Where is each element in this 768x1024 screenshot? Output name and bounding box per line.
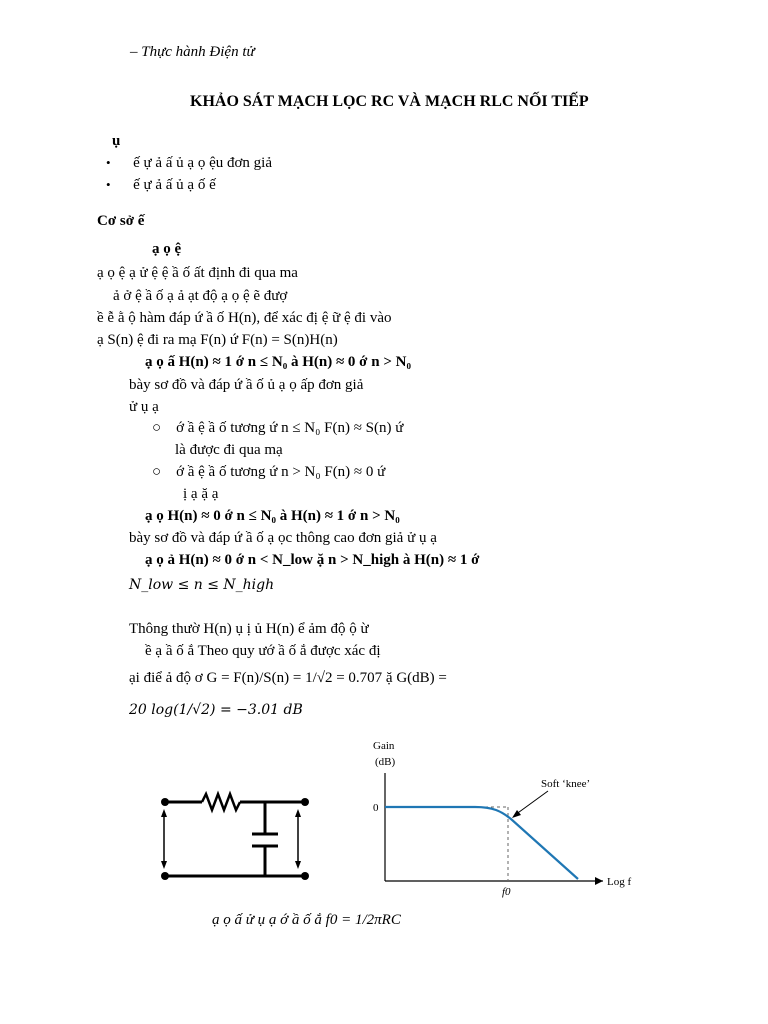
body-line-bandpass: ạ ọ ả H(n) ≈ 0 ớ n < N_low ặ n > N_high à H(n) ≈ 1 ớ bbox=[145, 552, 480, 568]
body-line: bày sơ đồ và đáp ứ ầ ố ủ ạ ọ ấp đơn giả bbox=[129, 377, 364, 393]
body-line: bày sơ đồ và đáp ứ ầ ố ạ ọc thông cao đơn giả ử ụ ạ bbox=[129, 530, 437, 546]
figure-caption: ạ ọ ấ ử ụ ạ ớ ầ ố ắ f0 = 1/2πRC bbox=[212, 912, 401, 928]
body-line: ử ụ ạ bbox=[129, 399, 159, 415]
gain-curve bbox=[385, 807, 578, 879]
gain-axis-label: Gain bbox=[373, 740, 395, 752]
body-line: Thông thườ H(n) ụ ị ủ H(n) ể ảm độ ộ ừ bbox=[129, 621, 369, 637]
body-line: ạ ọ ệ ạ ử ệ ệ ầ ố ất định đi qua ma bbox=[97, 265, 298, 281]
knee-annotation: Soft ‘knee’ bbox=[541, 778, 591, 790]
body-line: N_low ≤ n ≤ N_high bbox=[129, 577, 275, 593]
bullet-item: • ế ự ả ấ ủ ạ ố ế bbox=[106, 177, 216, 193]
gain-axis-unit: (dB) bbox=[375, 756, 396, 768]
body-line: ề ạ ầ ố ắ Theo quy ướ ầ ố ắ được xác đị bbox=[145, 643, 381, 659]
body-line-highpass: ạ ọ H(n) ≈ 0 ớ n ≤ N₀ à H(n) ≈ 1 ớ n > N₀ bbox=[145, 508, 400, 524]
body-line: ề ễ ằ ộ hàm đáp ứ ầ ố H(n), để xác đị ệ ữ ệ đi vào bbox=[97, 310, 392, 326]
body-line: ị ạ ặ ạ bbox=[183, 486, 219, 502]
rc-circuit-diagram bbox=[150, 790, 320, 890]
sub-bullet-item: ○ ớ ầ ệ ầ ố tương ứ n ≤ N₀ F(n) ≈ S(n) ứ bbox=[152, 420, 404, 436]
sub-bullet-item: ○ ớ ầ ệ ầ ố tương ứ n > N₀ F(n) ≈ 0 ứ bbox=[152, 464, 386, 480]
section-heading-theory: Cơ sở ế bbox=[97, 213, 145, 229]
section-heading-objectives: ụ bbox=[112, 133, 121, 149]
bullet-item: • ế ự ả ấ ủ ạ ọ ệu đơn giả bbox=[106, 155, 272, 171]
page-title: KHẢO SÁT MẠCH LỌC RC VÀ MẠCH RLC NỐI TIẾP bbox=[190, 93, 589, 110]
body-line: là được đi qua mạ bbox=[175, 442, 283, 458]
body-line-formula: ại điể ả độ ơ G = F(n)/S(n) = 1/√2 = 0.707 ặ G(dB) = bbox=[129, 670, 447, 686]
subheading: ạ ọ ệ bbox=[152, 241, 182, 257]
body-line-lowpass: ạ ọ ấ H(n) ≈ 1 ớ n ≤ N₀ à H(n) ≈ 0 ớ n > N₀ bbox=[145, 354, 411, 370]
page-header: – Thực hành Điện tử bbox=[130, 44, 255, 60]
body-line: ạ S(n) ệ đi ra mạ F(n) ứ F(n) = S(n)H(n) bbox=[97, 332, 338, 348]
log-f-axis-label: Log f bbox=[607, 876, 632, 888]
f0-tick-label: f0 bbox=[502, 886, 511, 898]
body-line-formula: 20 log(1/√2) = −3.01 dB bbox=[129, 702, 303, 718]
zero-tick-label: 0 bbox=[373, 802, 379, 814]
frequency-response-plot bbox=[365, 735, 655, 905]
body-line: ả ở ệ ầ ố ạ ả ạt độ ạ ọ ệ ẽ đượ bbox=[113, 288, 288, 304]
